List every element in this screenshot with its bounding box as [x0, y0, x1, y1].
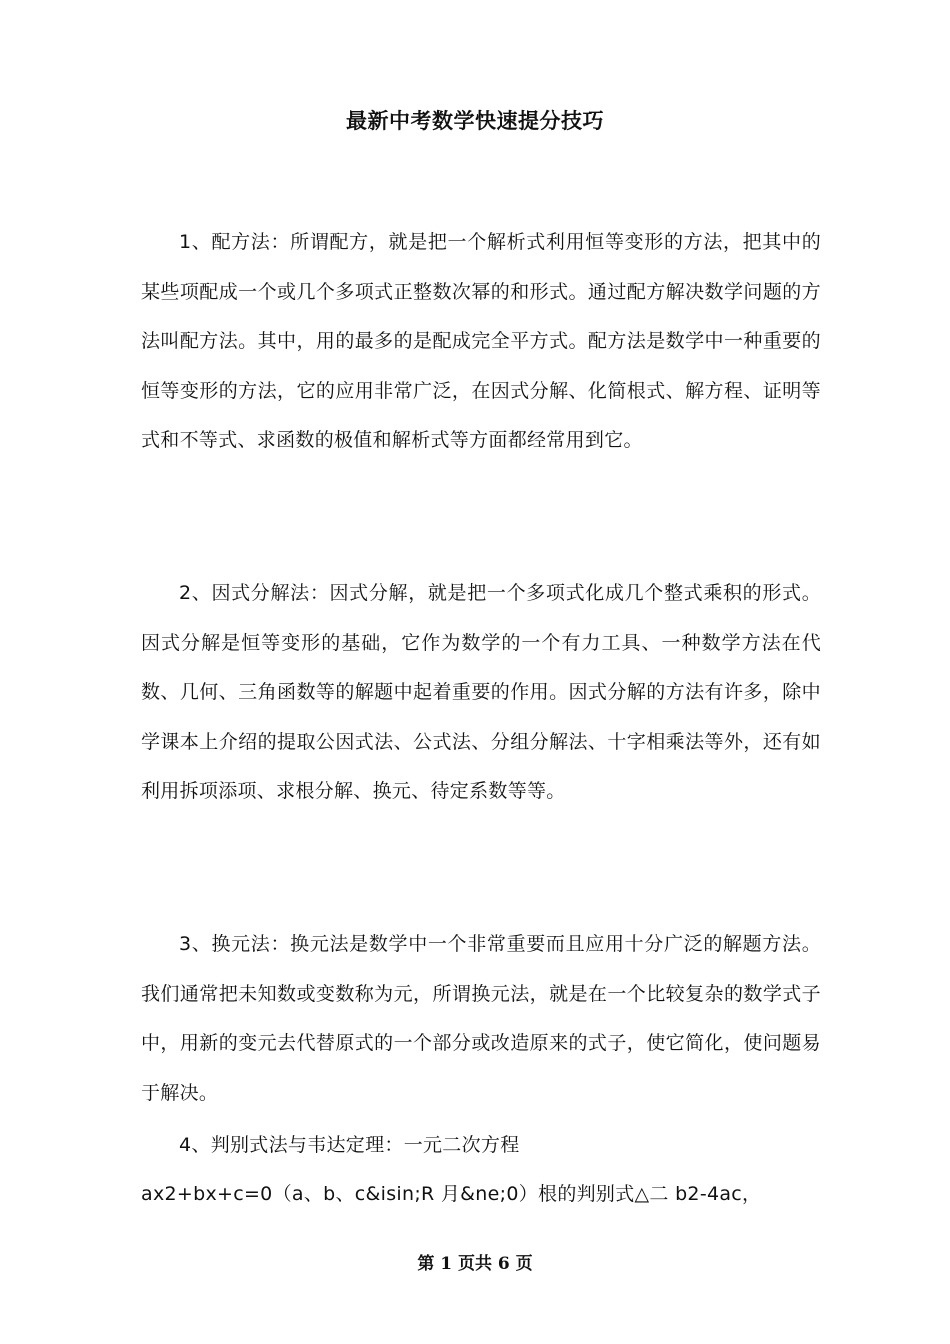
page-number-footer: 第 1 页共 6 页: [417, 1254, 533, 1274]
paragraph-substitution: 3、换元法：换元法是数学中一个非常重要而且应用十分广泛的解题方法。我们通常把未知数或变数称为元，所谓换元法，就是在一个比较复杂的数学式子中，用新的变元去代替原式的一个部分或改造原来的式子，使它简化，使问题易于解决。: [141, 933, 821, 1104]
paragraph-discriminant-continuation: ax2+bx+c=0（a、b、c&isin;R 月&ne;0）根的判别式△二 b2-4ac，: [141, 1183, 762, 1205]
paragraph-discriminant-heading: 4、判别式法与韦达定理：一元二次方程: [179, 1134, 520, 1156]
paragraph-factorization: 2、因式分解法：因式分解，就是把一个多项式化成几个整式乘积的形式。因式分解是恒等变形的基础，它作为数学的一个有力工具、一种数学方法在代数、几何、三角函数等的解题中起着重要的作用。因式分解的方法有许多，除中学课本上介绍的提取公因式法、公式法、分组分解法、十字相乘法等外，还有如利用拆项添项、求根分解、换元、待定系数等等。: [141, 582, 821, 802]
paragraph-completing-square: 1、配方法：所谓配方，就是把一个解析式利用恒等变形的方法，把其中的某些项配成一个或几个多项式正整数次幂的和形式。通过配方解决数学问题的方法叫配方法。其中，用的最多的是配成完全平方式。配方法是数学中一种重要的恒等变形的方法，它的应用非常广泛，在因式分解、化简根式、解方程、证明等式和不等式、求函数的极值和解析式等方面都经常用到它。: [141, 231, 821, 451]
document-title: 最新中考数学快速提分技巧: [346, 109, 604, 133]
